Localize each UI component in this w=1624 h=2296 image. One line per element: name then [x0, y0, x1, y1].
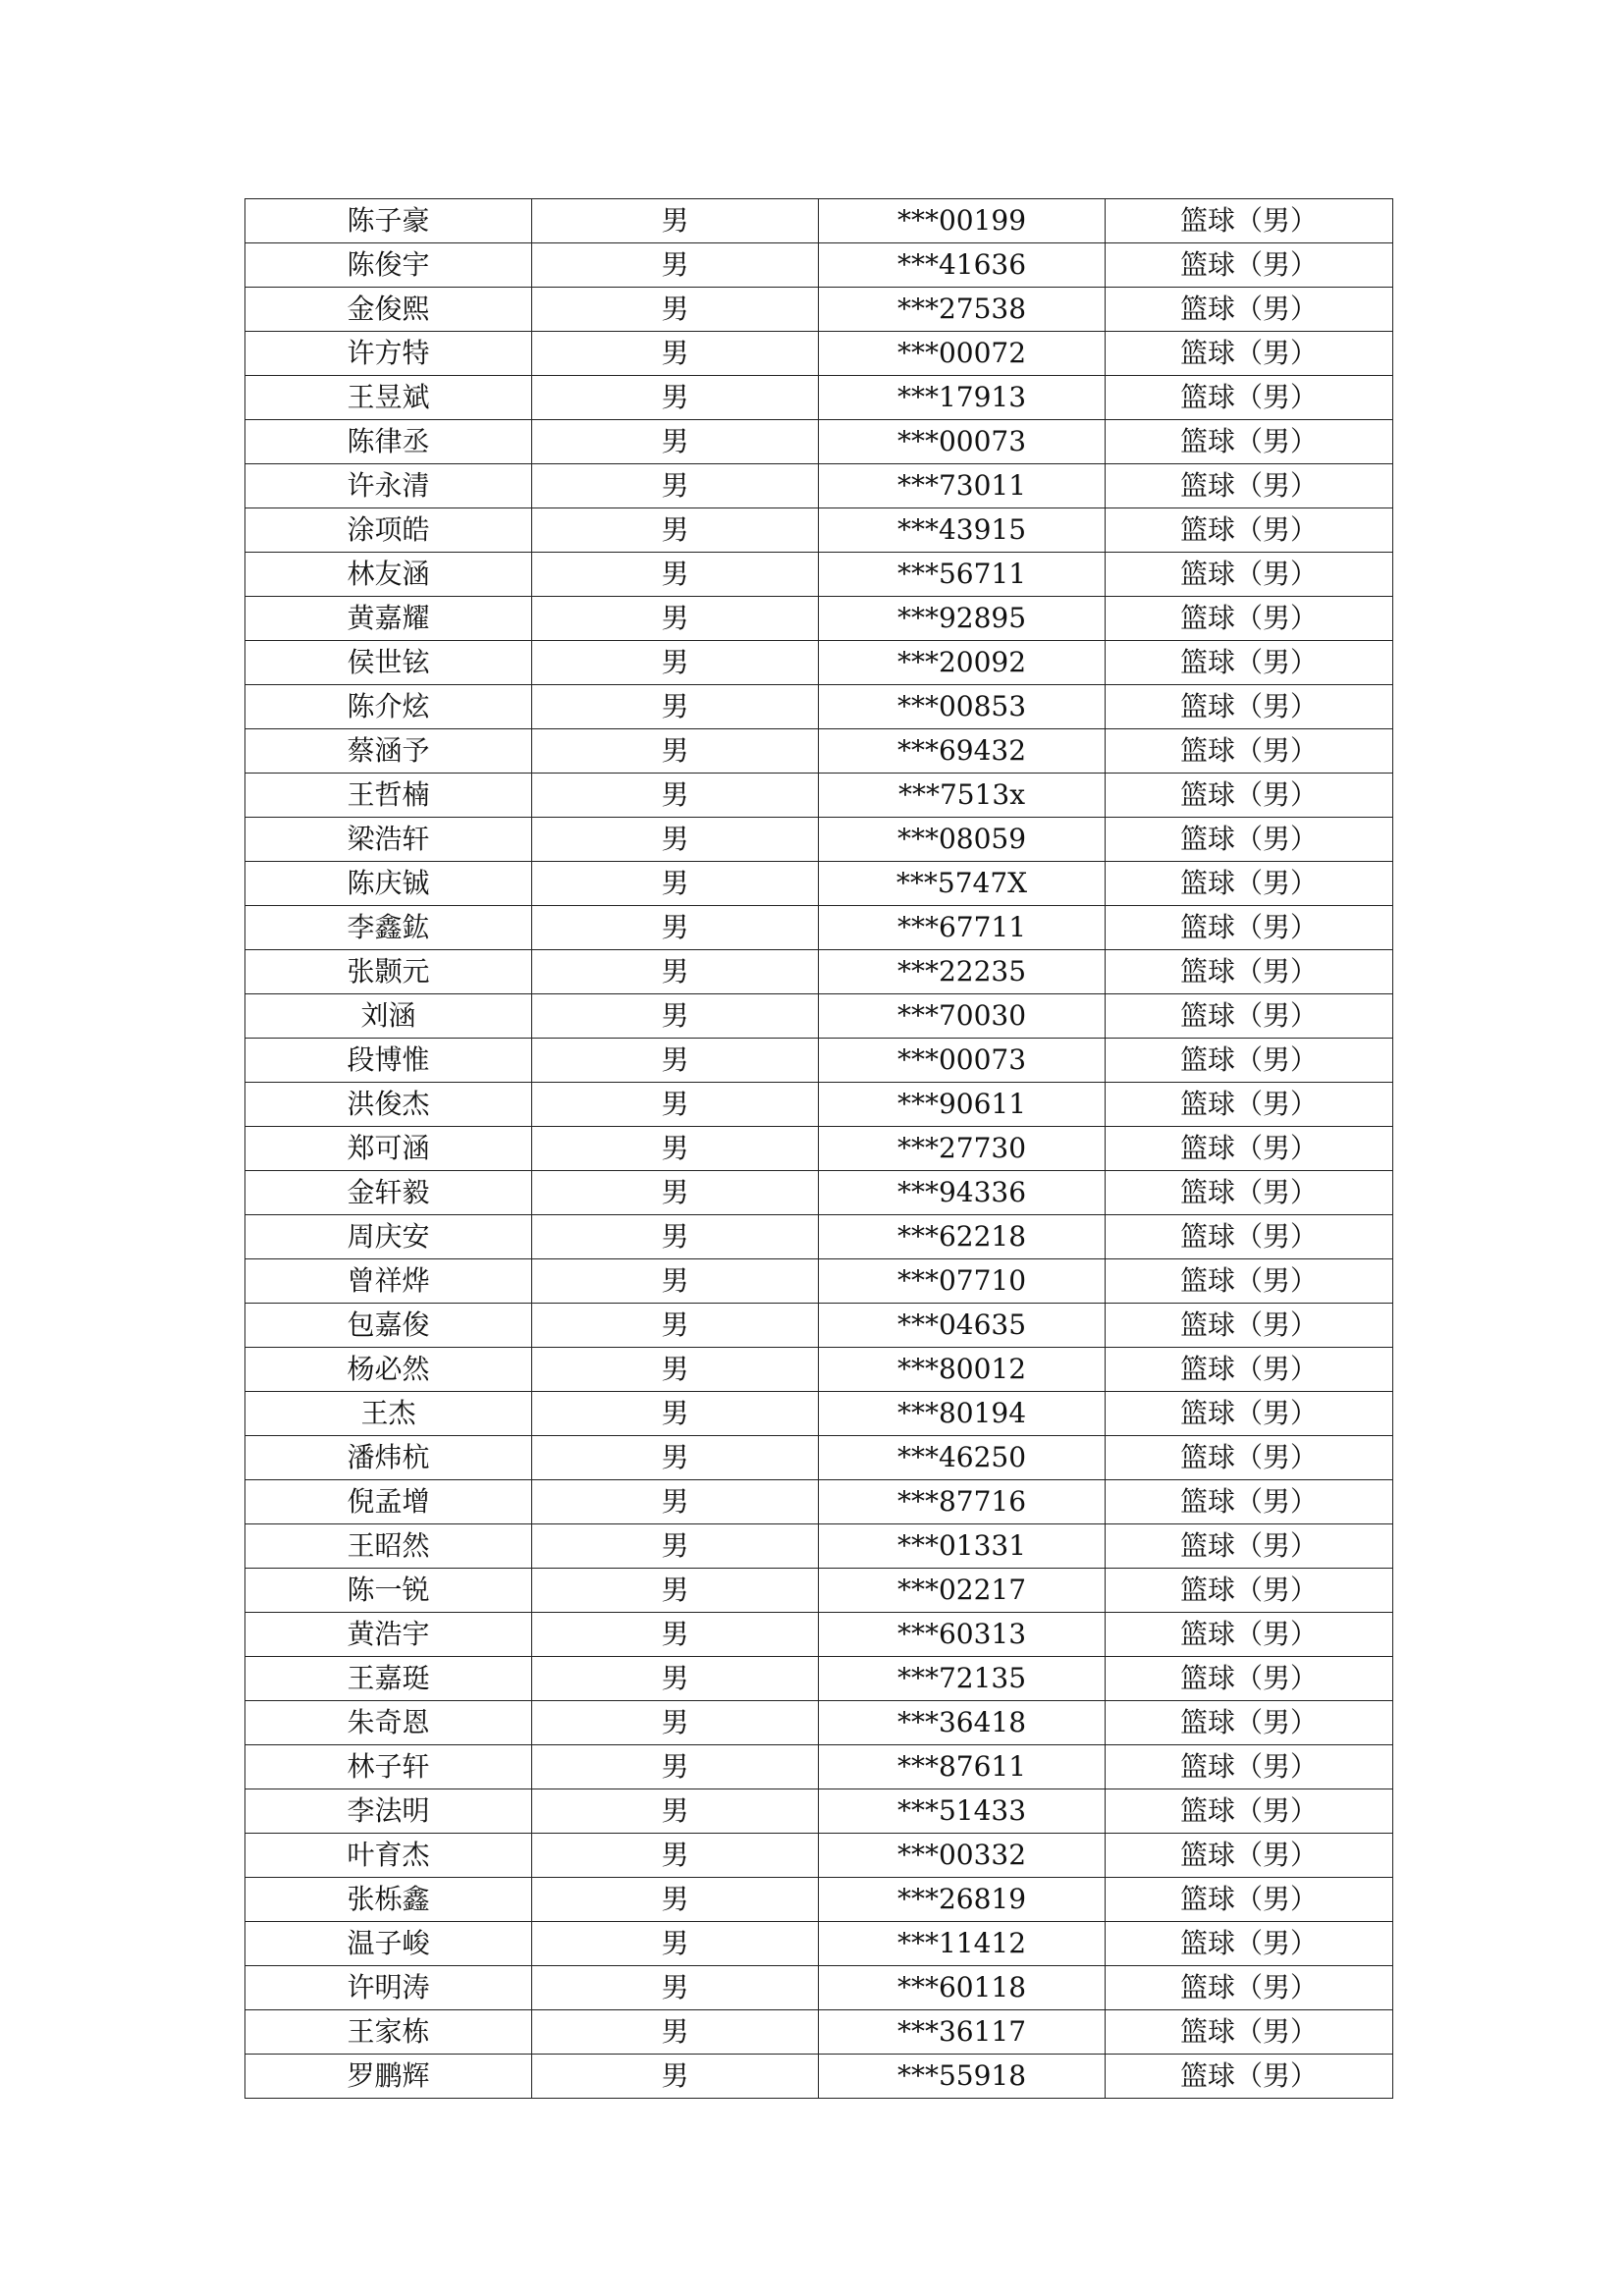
event-cell: 篮球（男）: [1106, 376, 1393, 420]
id-number-cell: ***22235: [819, 950, 1106, 994]
id-number-cell: ***27730: [819, 1127, 1106, 1171]
student-name-cell: 王杰: [245, 1392, 532, 1436]
student-name-cell: 潘炜杭: [245, 1436, 532, 1480]
student-name-cell: 陈律丞: [245, 420, 532, 464]
student-name-cell: 金俊熙: [245, 288, 532, 332]
gender-cell: 男: [532, 376, 819, 420]
table-row: [245, 1215, 1393, 1259]
student-name-cell: 黄浩宇: [245, 1613, 532, 1657]
table-row: [245, 1657, 1393, 1701]
table-row: [245, 994, 1393, 1039]
gender-cell: 男: [532, 288, 819, 332]
gender-cell: 男: [532, 641, 819, 685]
gender-cell: 男: [532, 1569, 819, 1613]
table-row: [245, 199, 1393, 243]
gender-cell: 男: [532, 597, 819, 641]
gender-cell: 男: [532, 553, 819, 597]
id-number-cell: ***20092: [819, 641, 1106, 685]
id-number-cell: ***7513x: [819, 774, 1106, 818]
event-cell: 篮球（男）: [1106, 1701, 1393, 1745]
student-name-cell: 王嘉珽: [245, 1657, 532, 1701]
gender-cell: 男: [532, 420, 819, 464]
event-cell: 篮球（男）: [1106, 332, 1393, 376]
student-name-cell: 陈俊宇: [245, 243, 532, 288]
event-cell: 篮球（男）: [1106, 1259, 1393, 1304]
table-row: [245, 1966, 1393, 2010]
table-row: [245, 243, 1393, 288]
student-name-cell: 李鑫鈜: [245, 906, 532, 950]
gender-cell: 男: [532, 1966, 819, 2010]
table-row: [245, 729, 1393, 774]
event-cell: 篮球（男）: [1106, 2010, 1393, 2055]
gender-cell: 男: [532, 729, 819, 774]
student-name-cell: 许明涛: [245, 1966, 532, 2010]
id-number-cell: ***00072: [819, 332, 1106, 376]
gender-cell: 男: [532, 1701, 819, 1745]
table-row: [245, 862, 1393, 906]
table-row: [245, 553, 1393, 597]
table-row: [245, 1922, 1393, 1966]
event-cell: 篮球（男）: [1106, 641, 1393, 685]
id-number-cell: ***56711: [819, 553, 1106, 597]
table-row: [245, 332, 1393, 376]
event-cell: 篮球（男）: [1106, 1789, 1393, 1834]
event-cell: 篮球（男）: [1106, 1966, 1393, 2010]
student-name-cell: 陈一锐: [245, 1569, 532, 1613]
table-row: [245, 1127, 1393, 1171]
id-number-cell: ***51433: [819, 1789, 1106, 1834]
table-row: [245, 1569, 1393, 1613]
table-row: [245, 288, 1393, 332]
event-cell: 篮球（男）: [1106, 1745, 1393, 1789]
table-row: [245, 641, 1393, 685]
table-row: [245, 1304, 1393, 1348]
student-name-cell: 蔡涵予: [245, 729, 532, 774]
gender-cell: 男: [532, 2010, 819, 2055]
student-name-cell: 陈介炫: [245, 685, 532, 729]
table-row: [245, 1789, 1393, 1834]
id-number-cell: ***73011: [819, 464, 1106, 508]
table-row: [245, 1613, 1393, 1657]
gender-cell: 男: [532, 199, 819, 243]
id-number-cell: ***43915: [819, 508, 1106, 553]
table-row: [245, 1083, 1393, 1127]
id-number-cell: ***07710: [819, 1259, 1106, 1304]
event-cell: 篮球（男）: [1106, 243, 1393, 288]
id-number-cell: ***80194: [819, 1392, 1106, 1436]
id-number-cell: ***08059: [819, 818, 1106, 862]
table-row: [245, 2055, 1393, 2099]
event-cell: 篮球（男）: [1106, 1657, 1393, 1701]
table-row: [245, 597, 1393, 641]
table-row: [245, 508, 1393, 553]
student-name-cell: 许方特: [245, 332, 532, 376]
event-cell: 篮球（男）: [1106, 1569, 1393, 1613]
event-cell: 篮球（男）: [1106, 2055, 1393, 2099]
event-cell: 篮球（男）: [1106, 464, 1393, 508]
table-row: [245, 1834, 1393, 1878]
student-name-cell: 王昭然: [245, 1524, 532, 1569]
gender-cell: 男: [532, 862, 819, 906]
id-number-cell: ***00332: [819, 1834, 1106, 1878]
id-number-cell: ***36418: [819, 1701, 1106, 1745]
table-row: [245, 1701, 1393, 1745]
roster-table: [244, 198, 1393, 2099]
gender-cell: 男: [532, 1657, 819, 1701]
event-cell: 篮球（男）: [1106, 1083, 1393, 1127]
event-cell: 篮球（男）: [1106, 862, 1393, 906]
id-number-cell: ***00073: [819, 420, 1106, 464]
table-row: [245, 1259, 1393, 1304]
id-number-cell: ***60118: [819, 1966, 1106, 2010]
event-cell: 篮球（男）: [1106, 729, 1393, 774]
event-cell: 篮球（男）: [1106, 1834, 1393, 1878]
gender-cell: 男: [532, 1878, 819, 1922]
student-name-cell: 李法明: [245, 1789, 532, 1834]
student-name-cell: 林友涵: [245, 553, 532, 597]
gender-cell: 男: [532, 1789, 819, 1834]
id-number-cell: ***55918: [819, 2055, 1106, 2099]
student-name-cell: 王昱斌: [245, 376, 532, 420]
table-row: [245, 420, 1393, 464]
event-cell: 篮球（男）: [1106, 1878, 1393, 1922]
event-cell: 篮球（男）: [1106, 420, 1393, 464]
student-name-cell: 张颢元: [245, 950, 532, 994]
id-number-cell: ***94336: [819, 1171, 1106, 1215]
id-number-cell: ***69432: [819, 729, 1106, 774]
event-cell: 篮球（男）: [1106, 950, 1393, 994]
gender-cell: 男: [532, 1215, 819, 1259]
event-cell: 篮球（男）: [1106, 1436, 1393, 1480]
gender-cell: 男: [532, 1392, 819, 1436]
event-cell: 篮球（男）: [1106, 1348, 1393, 1392]
table-row: [245, 1480, 1393, 1524]
id-number-cell: ***60313: [819, 1613, 1106, 1657]
table-row: [245, 1436, 1393, 1480]
id-number-cell: ***02217: [819, 1569, 1106, 1613]
table-row: [245, 1878, 1393, 1922]
event-cell: 篮球（男）: [1106, 994, 1393, 1039]
id-number-cell: ***46250: [819, 1436, 1106, 1480]
id-number-cell: ***80012: [819, 1348, 1106, 1392]
event-cell: 篮球（男）: [1106, 1171, 1393, 1215]
gender-cell: 男: [532, 1436, 819, 1480]
gender-cell: 男: [532, 1834, 819, 1878]
event-cell: 篮球（男）: [1106, 1480, 1393, 1524]
student-name-cell: 许永清: [245, 464, 532, 508]
event-cell: 篮球（男）: [1106, 288, 1393, 332]
student-name-cell: 倪孟增: [245, 1480, 532, 1524]
student-name-cell: 涂项皓: [245, 508, 532, 553]
table-row: [245, 774, 1393, 818]
student-name-cell: 王哲楠: [245, 774, 532, 818]
gender-cell: 男: [532, 994, 819, 1039]
gender-cell: 男: [532, 1745, 819, 1789]
gender-cell: 男: [532, 1127, 819, 1171]
id-number-cell: ***41636: [819, 243, 1106, 288]
student-name-cell: 张栎鑫: [245, 1878, 532, 1922]
table-row: [245, 464, 1393, 508]
gender-cell: 男: [532, 685, 819, 729]
event-cell: 篮球（男）: [1106, 906, 1393, 950]
event-cell: 篮球（男）: [1106, 1392, 1393, 1436]
gender-cell: 男: [532, 464, 819, 508]
event-cell: 篮球（男）: [1106, 818, 1393, 862]
event-cell: 篮球（男）: [1106, 1524, 1393, 1569]
student-name-cell: 陈庆铖: [245, 862, 532, 906]
id-number-cell: ***01331: [819, 1524, 1106, 1569]
student-name-cell: 洪俊杰: [245, 1083, 532, 1127]
event-cell: 篮球（男）: [1106, 1304, 1393, 1348]
student-name-cell: 王家栋: [245, 2010, 532, 2055]
event-cell: 篮球（男）: [1106, 1039, 1393, 1083]
gender-cell: 男: [532, 1083, 819, 1127]
id-number-cell: ***04635: [819, 1304, 1106, 1348]
event-cell: 篮球（男）: [1106, 199, 1393, 243]
event-cell: 篮球（男）: [1106, 685, 1393, 729]
gender-cell: 男: [532, 1348, 819, 1392]
id-number-cell: ***36117: [819, 2010, 1106, 2055]
id-number-cell: ***67711: [819, 906, 1106, 950]
table-row: [245, 1039, 1393, 1083]
gender-cell: 男: [532, 1039, 819, 1083]
id-number-cell: ***72135: [819, 1657, 1106, 1701]
student-name-cell: 郑可涵: [245, 1127, 532, 1171]
event-cell: 篮球（男）: [1106, 508, 1393, 553]
event-cell: 篮球（男）: [1106, 1922, 1393, 1966]
student-name-cell: 金轩毅: [245, 1171, 532, 1215]
student-name-cell: 温子峻: [245, 1922, 532, 1966]
gender-cell: 男: [532, 950, 819, 994]
event-cell: 篮球（男）: [1106, 1127, 1393, 1171]
table-row: [245, 818, 1393, 862]
id-number-cell: ***26819: [819, 1878, 1106, 1922]
event-cell: 篮球（男）: [1106, 774, 1393, 818]
gender-cell: 男: [532, 1480, 819, 1524]
gender-cell: 男: [532, 508, 819, 553]
table-row: [245, 950, 1393, 994]
student-name-cell: 段博惟: [245, 1039, 532, 1083]
id-number-cell: ***00073: [819, 1039, 1106, 1083]
id-number-cell: ***27538: [819, 288, 1106, 332]
table-row: [245, 1348, 1393, 1392]
id-number-cell: ***70030: [819, 994, 1106, 1039]
event-cell: 篮球（男）: [1106, 1613, 1393, 1657]
table-row: [245, 685, 1393, 729]
gender-cell: 男: [532, 1613, 819, 1657]
gender-cell: 男: [532, 818, 819, 862]
gender-cell: 男: [532, 774, 819, 818]
table-row: [245, 1392, 1393, 1436]
id-number-cell: ***87611: [819, 1745, 1106, 1789]
table-row: [245, 1524, 1393, 1569]
student-name-cell: 包嘉俊: [245, 1304, 532, 1348]
id-number-cell: ***5747X: [819, 862, 1106, 906]
gender-cell: 男: [532, 906, 819, 950]
student-name-cell: 刘涵: [245, 994, 532, 1039]
student-name-cell: 叶育杰: [245, 1834, 532, 1878]
id-number-cell: ***62218: [819, 1215, 1106, 1259]
student-name-cell: 曾祥烨: [245, 1259, 532, 1304]
id-number-cell: ***00199: [819, 199, 1106, 243]
roster-table-body: [245, 199, 1393, 2099]
student-name-cell: 林子轩: [245, 1745, 532, 1789]
id-number-cell: ***87716: [819, 1480, 1106, 1524]
gender-cell: 男: [532, 2055, 819, 2099]
event-cell: 篮球（男）: [1106, 597, 1393, 641]
event-cell: 篮球（男）: [1106, 1215, 1393, 1259]
student-name-cell: 黄嘉耀: [245, 597, 532, 641]
student-name-cell: 周庆安: [245, 1215, 532, 1259]
table-row: [245, 376, 1393, 420]
id-number-cell: ***90611: [819, 1083, 1106, 1127]
student-name-cell: 梁浩轩: [245, 818, 532, 862]
gender-cell: 男: [532, 243, 819, 288]
table-row: [245, 1171, 1393, 1215]
event-cell: 篮球（男）: [1106, 553, 1393, 597]
student-name-cell: 杨必然: [245, 1348, 532, 1392]
student-name-cell: 侯世铉: [245, 641, 532, 685]
table-row: [245, 1745, 1393, 1789]
gender-cell: 男: [532, 1524, 819, 1569]
table-row: [245, 2010, 1393, 2055]
gender-cell: 男: [532, 1922, 819, 1966]
student-name-cell: 朱奇恩: [245, 1701, 532, 1745]
gender-cell: 男: [532, 332, 819, 376]
student-name-cell: 陈子豪: [245, 199, 532, 243]
gender-cell: 男: [532, 1171, 819, 1215]
id-number-cell: ***17913: [819, 376, 1106, 420]
table-row: [245, 906, 1393, 950]
gender-cell: 男: [532, 1259, 819, 1304]
student-name-cell: 罗鹏辉: [245, 2055, 532, 2099]
id-number-cell: ***11412: [819, 1922, 1106, 1966]
gender-cell: 男: [532, 1304, 819, 1348]
id-number-cell: ***92895: [819, 597, 1106, 641]
id-number-cell: ***00853: [819, 685, 1106, 729]
